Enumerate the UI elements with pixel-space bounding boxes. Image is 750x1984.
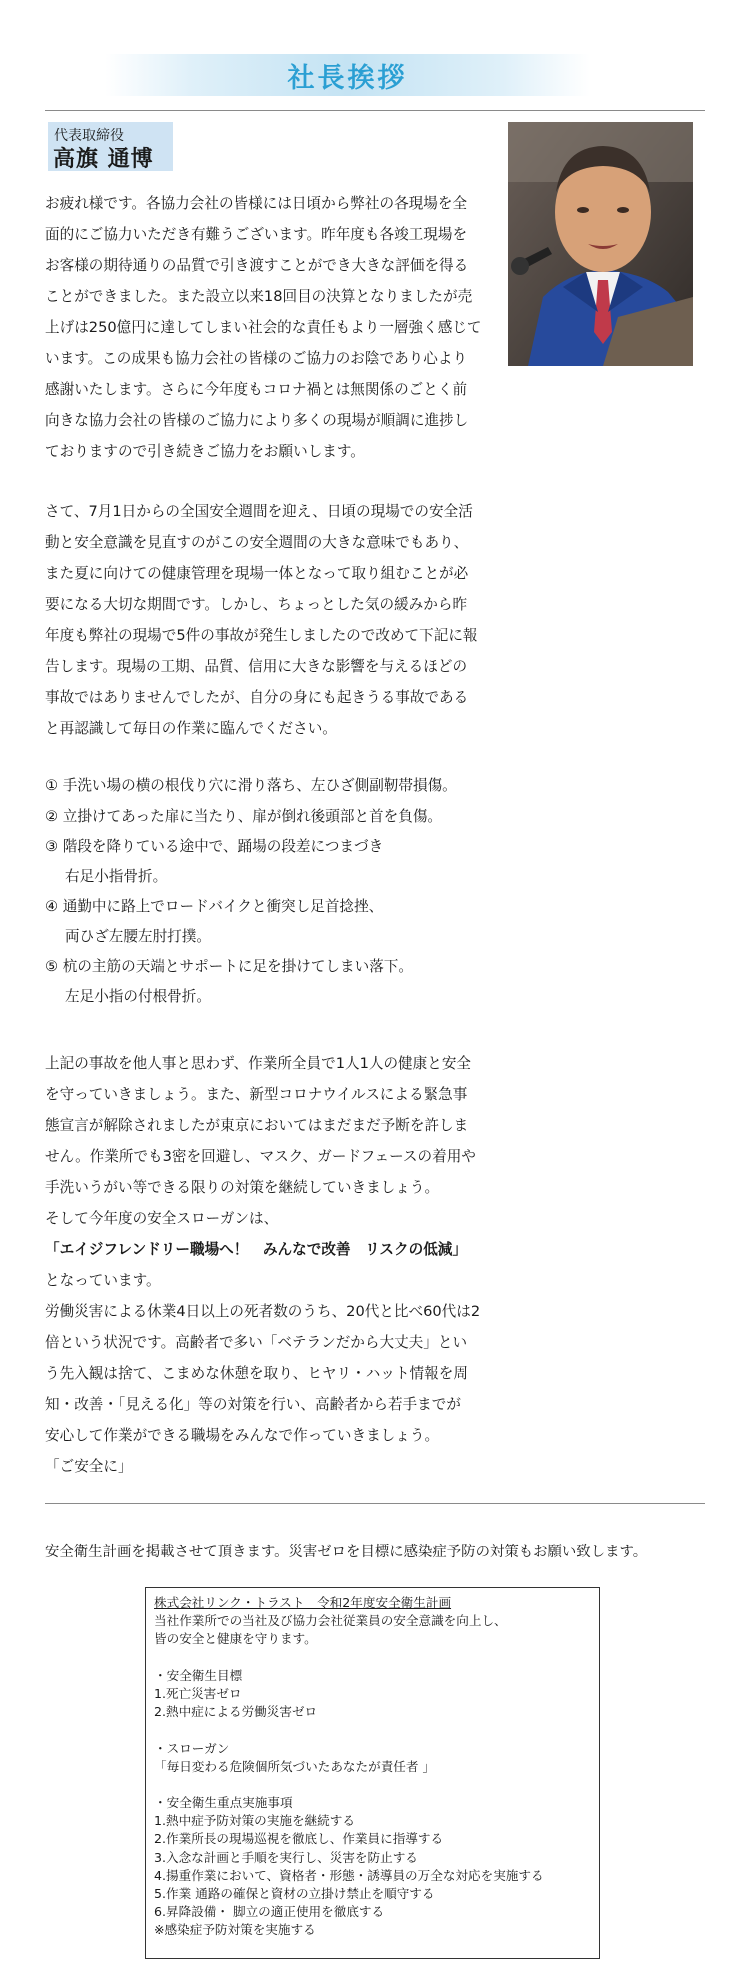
safety-slogan: 「エイジフレンドリー職場へ！ みんなで改善 リスクの低減」	[45, 1241, 467, 1258]
plan-heading-priorities: ・安全衛生重点実施事項	[154, 1795, 293, 1811]
president-photo	[508, 122, 693, 366]
plan-line	[154, 1649, 599, 1667]
safety-plan-box	[145, 1587, 600, 1959]
page-title: 社長挨拶	[287, 62, 408, 94]
safety-week-line: さて、7月1日からの全国安全週間を迎え、日頃の現場での安全活	[45, 503, 473, 520]
closing-line: となっています。	[45, 1272, 161, 1289]
plan-line: 1.死亡災害ゼロ	[154, 1685, 242, 1701]
plan-line: 3.入念な計画と手順を実行し、災害を防止する	[154, 1849, 418, 1865]
greeting-line: お疲れ様です。各協力会社の皆様には日頃から弊社の各現場を全	[45, 195, 468, 212]
accident-text: ④ 通勤中に路上でロードバイクと衝突し足首捻挫、	[45, 898, 384, 915]
safety-week-paragraph	[45, 496, 478, 744]
plan-line: 「毎日変わる危険個所気づいたあなたが責任者 」	[154, 1758, 436, 1774]
safety-week-line: 年度も弊社の現場で5件の事故が発生しましたので改めて下記に報	[45, 627, 478, 644]
closing-line: 上記の事故を他人事と思わず、作業所全員で1人1人の健康と安全	[45, 1055, 472, 1072]
safety-week-line: また夏に向けての健康管理を現場一体となって取り組むことが必	[45, 565, 469, 582]
accident-detail: 両ひざ左腰左肘打撲。	[65, 928, 211, 945]
section-divider	[45, 1503, 705, 1504]
plan-line: 2.熱中症による労働災害ゼロ	[154, 1704, 318, 1720]
plan-heading-goals: ・安全衛生目標	[154, 1667, 243, 1683]
greeting-paragraph	[45, 188, 481, 467]
closing-line: 「ご安全に」	[45, 1458, 133, 1475]
closing-line: 倍という状況です。高齢者で多い「ベテランだから大丈夫」とい	[45, 1334, 468, 1351]
closing-line: 安心して作業ができる職場をみんなで作っていきましょう。	[45, 1427, 440, 1444]
safety-week-line: 事故ではありませんでしたが、自分の身にも起きうる事故である	[45, 689, 469, 706]
title-divider	[45, 110, 705, 111]
greeting-line: ことができました。また設立以来18回目の決算となりましたが売	[45, 288, 473, 305]
page-title-banner	[105, 54, 590, 96]
greeting-line: 面的にご協力いただき有難うございます。昨年度も各竣工現場を	[45, 226, 468, 243]
plan-line: ※感染症予防対策を実施する	[154, 1922, 316, 1938]
author-name: 高旗 通博	[53, 146, 154, 172]
plan-notice: 安全衛生計画を掲載させて頂きます。災害ゼロを目標に感染症予防の対策もお願い致します。	[45, 1544, 648, 1560]
greeting-line: 上げは250億円に達してしまい社会的な責任もより一層強く感じて	[45, 319, 482, 336]
accident-text: ① 手洗い場の横の根伐り穴に滑り落ち、左ひざ側副靭帯損傷。	[45, 777, 457, 794]
plan-line: 1.熱中症予防対策の実施を継続する	[154, 1813, 355, 1829]
closing-line: そして今年度の安全スローガンは、	[45, 1210, 279, 1227]
greeting-line: お客様の期待通りの品質で引き渡すことができ大きな評価を得る	[45, 257, 469, 274]
plan-line: 皆の安全と健康を守ります。	[154, 1631, 317, 1647]
safety-week-line: と再認識して毎日の作業に臨んでください。	[45, 720, 337, 737]
plan-line	[154, 1721, 599, 1739]
accident-list	[45, 770, 457, 1012]
accident-text: ③ 階段を降りている途中で、踊場の段差につまづき	[45, 838, 384, 855]
closing-line: 手洗いうがい等できる限りの対策を継続していきましょう。	[45, 1179, 440, 1196]
accident-detail: 右足小指骨折。	[65, 868, 168, 885]
greeting-line: 向きな協力会社の皆様のご協力により多くの現場が順調に進捗し	[45, 412, 469, 429]
closing-line: 知・改善・「見える化」等の対策を行い、高齢者から若手までが	[45, 1396, 461, 1413]
author-role: 代表取締役	[54, 128, 124, 144]
closing-line: を守っていきましょう。また、新型コロナウイルスによる緊急事	[45, 1086, 468, 1103]
greeting-line: ておりますので引き続きご協力をお願いします。	[45, 443, 365, 460]
plan-line: 6.昇降設備・ 脚立の適正使用を徹底する	[154, 1904, 385, 1920]
closing-line: せん。作業所でも3密を回避し、マスク、ガードフェースの着用や	[45, 1148, 476, 1165]
accident-text: ② 立掛けてあった扉に当たり、扉が倒れ後頭部と首を負傷。	[45, 808, 443, 825]
plan-heading-slogan: ・スローガン	[154, 1740, 230, 1756]
accident-text: ⑤ 杭の主筋の天端とサポートに足を掛けてしまい落下。	[45, 958, 413, 975]
plan-line: 当社作業所での当社及び協力会社従業員の安全意識を向上し、	[154, 1613, 507, 1629]
plan-title: 株式会社リンク・トラスト 令和2年度安全衛生計画	[154, 1595, 452, 1610]
accident-item	[45, 952, 457, 1012]
accident-item	[45, 832, 457, 892]
accident-item	[45, 892, 457, 952]
closing-line: 労働災害による休業4日以上の死者数のうち、20代と比べ60代は2	[45, 1303, 481, 1320]
plan-line: 4.揚重作業において、資格者・形態・誘導員の万全な対応を実施する	[154, 1867, 544, 1883]
accident-detail: 左足小指の付根骨折。	[65, 988, 211, 1005]
president-photo-illustration	[508, 122, 693, 366]
closing-paragraph	[45, 1048, 480, 1482]
safety-week-line: 要になる大切な期間です。しかし、ちょっとした気の緩みから昨	[45, 596, 468, 613]
plan-line: 5.作業 通路の確保と資材の立掛け禁止を順守する	[154, 1886, 435, 1901]
safety-week-line: 動と安全意識を見直すのがこの安全週間の大きな意味でもあり、	[45, 534, 469, 551]
accident-item	[45, 801, 457, 832]
greeting-line: います。この成果も協力会社の皆様のご協力のお陰であり心より	[45, 350, 468, 367]
plan-line: 2.作業所長の現場巡視を徹底し、作業員に指導する	[154, 1831, 444, 1847]
accident-item	[45, 770, 457, 801]
plan-line	[154, 1776, 599, 1794]
greeting-line: 感謝いたします。さらに今年度もコロナ禍とは無関係のごとく前	[45, 381, 468, 398]
closing-line: 態宣言が解除されましたが東京においてはまだまだ予断を許しま	[45, 1117, 469, 1134]
closing-line: う先入観は捨て、こまめな休憩を取り、ヒヤリ・ハット情報を周	[45, 1365, 468, 1382]
safety-week-line: 告します。現場の工期、品質、信用に大きな影響を与えるほどの	[45, 658, 468, 675]
author-name-plate	[48, 122, 173, 171]
